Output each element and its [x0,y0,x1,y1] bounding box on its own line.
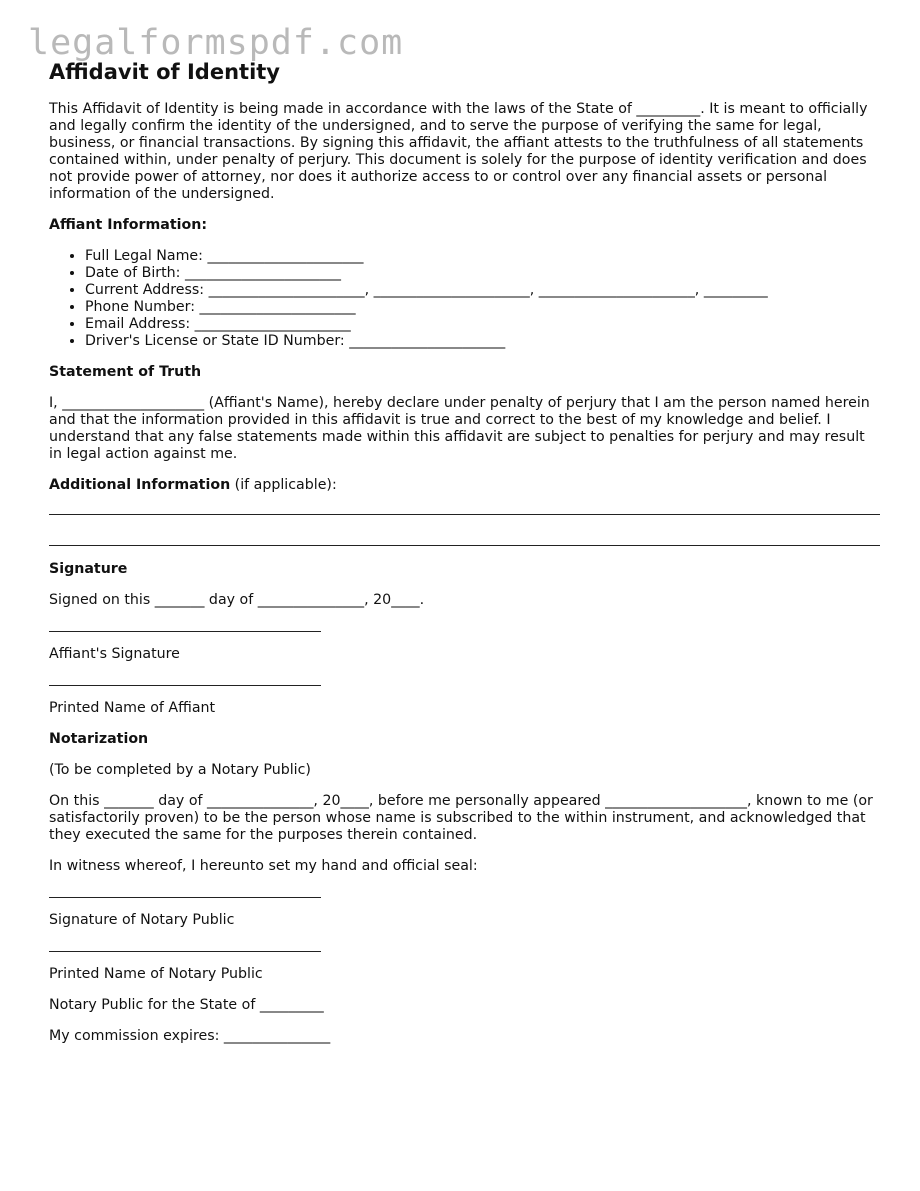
additional-information-note: (if applicable): [230,477,337,493]
notary-printed-name-line [49,951,321,952]
notarization-heading: Notarization [49,731,149,747]
additional-information-heading: Additional Information [49,477,231,493]
affiant-signature-label: Affiant's Signature [49,646,180,662]
witness-line: In witness whereof, I hereunto set my hand and official seal: [49,858,478,874]
signature-heading: Signature [49,561,128,577]
notary-printed-name-label: Printed Name of Notary Public [49,966,263,982]
phone-number-field: • Phone Number: ______________________ [85,299,881,316]
notary-signature-line [49,897,321,898]
date-of-birth-field: • Date of Birth: ______________________ [85,265,881,282]
additional-information-line [49,477,881,494]
statement-of-truth-text: I, ____________________ (Affiant's Name), hereby declare under penalty of perjury that I am the person named herein and that the information provided in this affidavit is true and correct to the best of my knowledge and belief. I understand that any false statements made within this affidavit are subject to penalties for perjury and may result in legal action against me. [49,395,870,462]
additional-info-line-1 [49,514,880,515]
watermark: legalformspdf.com [28,23,404,63]
additional-info-line-2 [49,545,880,546]
affiant-information-heading: Affiant Information: [49,217,208,233]
statement-of-truth-heading: Statement of Truth [49,364,202,380]
notarization-note: (To be completed by a Notary Public) [49,762,311,778]
full-legal-name-field: • Full Legal Name: ______________________ [85,248,881,265]
printed-name-of-affiant-label: Printed Name of Affiant [49,700,216,716]
email-address-field: • Email Address: ______________________ [85,316,881,333]
affiant-printed-name-line [49,685,321,686]
current-address-field: • Current Address: ______________________, ______________________, ______________________, _________ [85,282,881,299]
notary-signature-label: Signature of Notary Public [49,912,235,928]
drivers-license-field: • Driver's License or State ID Number: ______________________ [85,333,881,350]
intro-paragraph: This Affidavit of Identity is being made in accordance with the laws of the State of _________. It is meant to officially and legally confirm the identity of the undersigned, and to serve the purpose of verifying the same for legal, business, or financial transactions. By signing this affidavit, the affiant attests to the truthfulness of all statements contained within, under penalty of perjury. This document is solely for the purpose of identity verification and does not provide power of attorney, nor does it authorize access to or control over any financial assets or personal information of the undersigned. [49,101,868,202]
commission-expires-field: My commission expires: _______________ [49,1028,331,1044]
document [49,58,881,1059]
document-title: Affidavit of Identity [49,60,280,84]
notary-state-field: Notary Public for the State of _________ [49,997,324,1013]
notarization-text: On this _______ day of _______________, 20____, before me personally appeared ____________________, known to me (or satisfactorily proven) to be the person whose name is subscribed to the within instrument, and acknowledged that they executed the same for the purposes therein contained. [49,793,873,843]
signed-on-line: Signed on this _______ day of _______________, 20____. [49,592,425,608]
affiant-fields-list [49,248,881,350]
affiant-signature-line [49,631,321,632]
